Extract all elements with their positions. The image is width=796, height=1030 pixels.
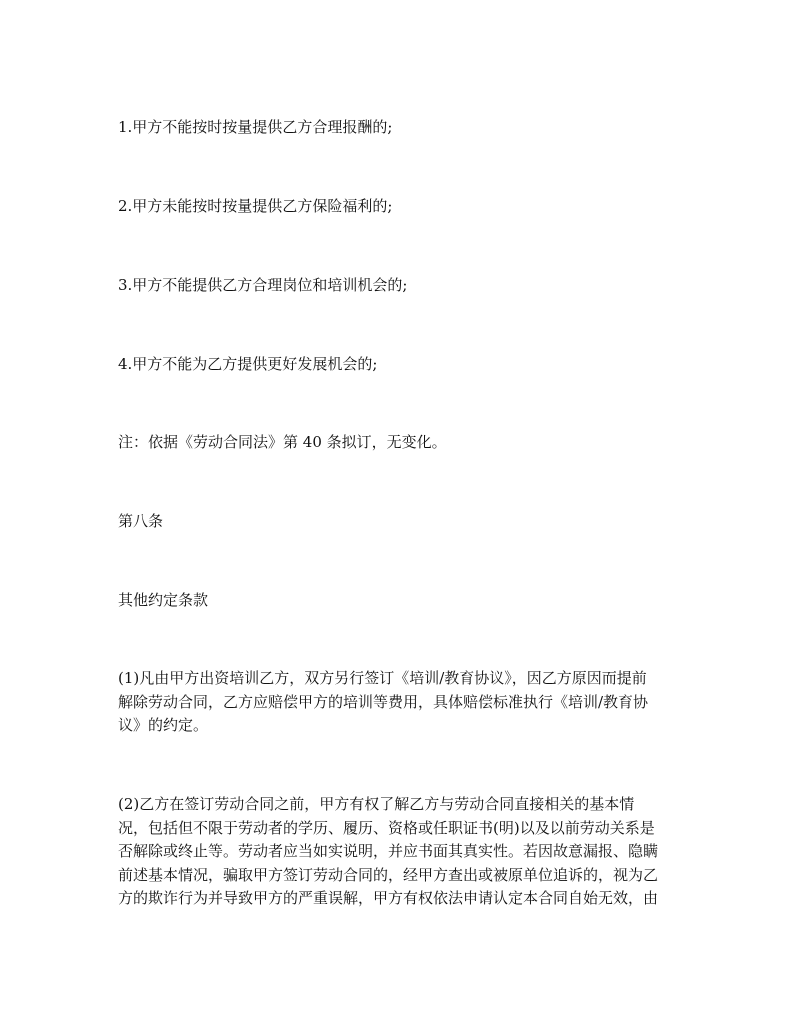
- clause-2-line: 况，包括但不限于劳动者的学历、履历、资格或任职证书(明)以及以前劳动关系是: [118, 818, 655, 837]
- clause-1-line: (1)凡由甲方出资培训乙方，双方另行签订《培训/教育协议》，因乙方原因而提前: [118, 669, 647, 687]
- article-number: 第八条: [118, 512, 164, 530]
- clause-2-line: 方的欺诈行为并导致甲方的严重误解，甲方有权依法申请认定本合同自始无效，由: [118, 889, 659, 907]
- clause-2-line: (2)乙方在签订劳动合同之前，甲方有权了解乙方与劳动合同直接相关的基本情: [118, 795, 635, 813]
- clause-1-paragraph: [118, 667, 684, 738]
- clause-1-line: 议》的约定。: [118, 716, 209, 734]
- note-text: 注：依据《劳动合同法》第 40 条拟订，无变化。: [118, 433, 447, 451]
- list-item-3: 3.甲方不能提供乙方合理岗位和培训机会的;: [118, 276, 408, 294]
- article-title: 其他约定条款: [118, 591, 209, 609]
- clause-1-line: 解除劳动合同，乙方应赔偿甲方的培训等费用，具体赔偿标准执行《培训/教育协: [118, 692, 649, 711]
- clause-2-line: 前述基本情况，骗取甲方签订劳动合同的，经甲方查出或被原单位追诉的，视为乙: [118, 865, 659, 884]
- list-item-2: 2.甲方未能按时按量提供乙方保险福利的;: [118, 197, 393, 215]
- list-item-4: 4.甲方不能为乙方提供更好发展机会的;: [118, 355, 378, 373]
- clause-2-paragraph: [118, 793, 684, 911]
- list-item-1: 1.甲方不能按时按量提供乙方合理报酬的;: [118, 118, 393, 136]
- clause-2-line: 否解除或终止等。劳动者应当如实说明，并应书面其真实性。若因故意漏报、隐瞒: [118, 842, 659, 860]
